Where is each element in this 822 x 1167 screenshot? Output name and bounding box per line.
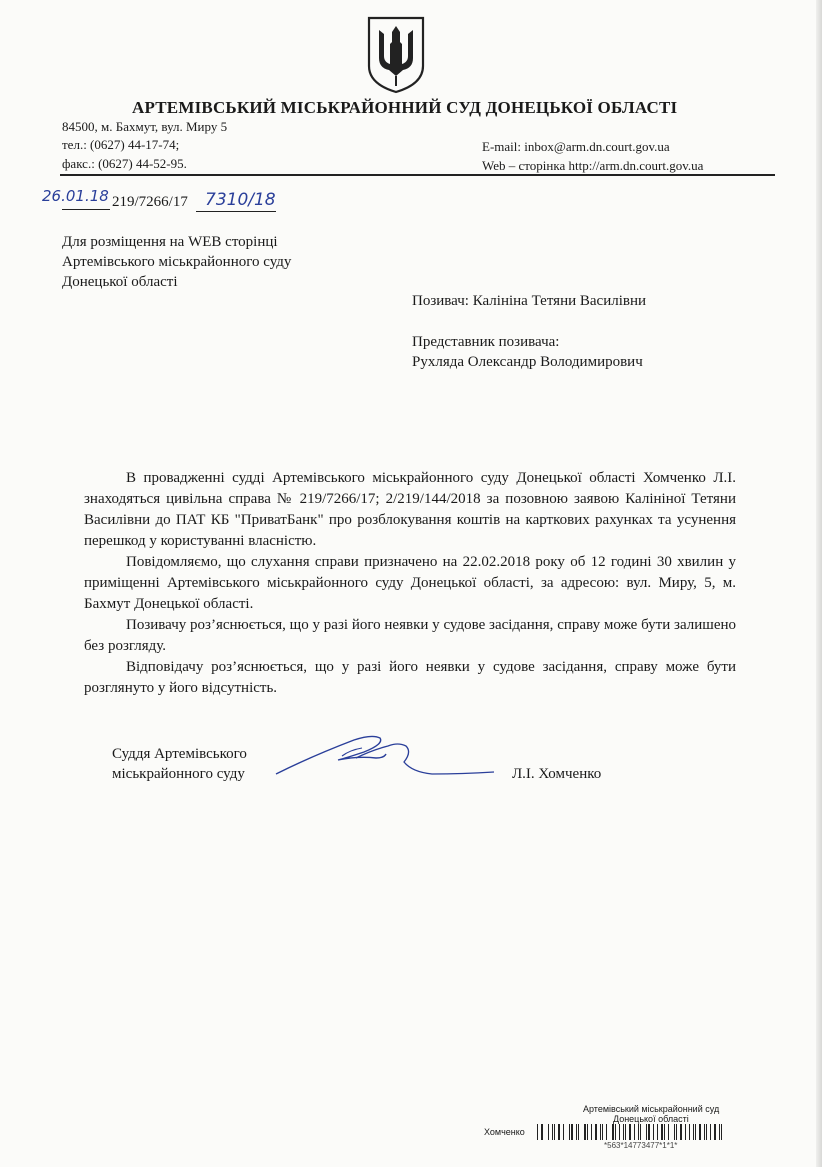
- barcode-bar: [651, 1124, 652, 1140]
- letter-body: [84, 468, 736, 699]
- barcode-bar: [561, 1124, 562, 1140]
- barcode-bar: [608, 1124, 609, 1140]
- footer-court-line-1: Артемівський міськрайонний суд: [583, 1104, 720, 1114]
- barcode-bar: [569, 1124, 570, 1140]
- barcode-bar: [638, 1124, 639, 1140]
- plaintiff: Позивач: Калініна Тетяни Василівни: [412, 293, 647, 309]
- barcode-bar: [578, 1124, 579, 1140]
- barcode-bar: [640, 1124, 641, 1140]
- barcode-bar: [593, 1124, 594, 1140]
- barcode-bar: [550, 1124, 551, 1140]
- barcode-bar: [604, 1124, 605, 1140]
- barcode-bar: [539, 1124, 540, 1140]
- barcode-bar: [576, 1124, 577, 1140]
- barcode-bar: [615, 1124, 616, 1140]
- representative-label: Представник позивача:: [412, 334, 560, 350]
- barcode-bar: [693, 1124, 694, 1140]
- signature-title-line-2: міськрайонного суду: [112, 766, 245, 782]
- date-underline: [62, 209, 110, 210]
- case-number: 219/7266/17: [112, 194, 188, 210]
- barcode-bar: [617, 1124, 618, 1140]
- barcode-bar: [710, 1124, 711, 1140]
- barcode-bar: [695, 1124, 696, 1140]
- barcode-bar: [612, 1124, 614, 1140]
- handwritten-outgoing-number: 7310/18: [205, 190, 276, 210]
- barcode-bar: [697, 1124, 698, 1140]
- barcode-bar: [687, 1124, 688, 1140]
- barcode-bar: [704, 1124, 705, 1140]
- barcode-bar: [670, 1124, 671, 1140]
- barcode-bar: [537, 1124, 538, 1140]
- barcode-bar: [691, 1124, 692, 1140]
- handwritten-signature: [272, 728, 497, 780]
- barcode-bar: [708, 1124, 709, 1140]
- body-paragraph-1: В провадженні судді Артемівського міськрайонного суду Донецької області Хомченко Л.І. знаходяться цивільна справа № 219/7266/17; 2/219/144/2018 за позовною заявою Калініної Тетяни Василівни до ПАТ КБ "ПриватБанк" про розблокування коштів на карткових рахунках та усунення перешкод у користуванні власністю.: [84, 470, 736, 549]
- barcode-bar: [554, 1124, 555, 1140]
- barcode-bar: [657, 1124, 658, 1140]
- barcode-bar: [589, 1124, 590, 1140]
- barcode-bar: [563, 1124, 564, 1140]
- barcode-bar: [571, 1124, 573, 1140]
- court-fax: факс.: (0627) 44-52-95.: [62, 156, 187, 171]
- barcode-bar: [661, 1124, 663, 1140]
- barcode-bar: [655, 1124, 656, 1140]
- barcode-bar: [702, 1124, 703, 1140]
- barcode-bar: [558, 1124, 560, 1140]
- barcode-bar: [606, 1124, 607, 1140]
- barcode-text: *563*14773477*1*1*: [604, 1141, 678, 1150]
- barcode-bar: [632, 1124, 633, 1140]
- barcode-bar: [683, 1124, 684, 1140]
- barcode-bar: [653, 1124, 654, 1140]
- judge-name: Л.І. Хомченко: [512, 766, 602, 782]
- barcode-bar: [706, 1124, 707, 1140]
- addressee-line-2: Артемівського міськрайонного суду: [62, 254, 292, 270]
- barcode-bar: [598, 1124, 599, 1140]
- barcode-bar: [721, 1124, 722, 1140]
- court-phone: тел.: (0627) 44-17-74;: [62, 137, 180, 152]
- barcode-bar: [672, 1124, 673, 1140]
- barcode-bar: [621, 1124, 622, 1140]
- barcode-bar: [602, 1124, 603, 1140]
- barcode-bar: [676, 1124, 677, 1140]
- barcode-bar: [680, 1124, 682, 1140]
- barcode-bar: [717, 1124, 718, 1140]
- barcode-bar: [719, 1124, 720, 1140]
- addressee-line-1: Для розміщення на WEB сторінці: [62, 234, 278, 250]
- body-paragraph-4: Відповідачу роз’яснюється, що у разі його неявки у судове засідання, справу може бути розглянуто у його відсутність.: [84, 659, 736, 696]
- barcode-bar: [548, 1124, 549, 1140]
- barcode-bar: [610, 1124, 611, 1140]
- barcode-bar: [587, 1124, 588, 1140]
- body-paragraph-3: Позивачу роз’яснюється, що у разі його неявки у судове засідання, справу може бути залишено без розгляду.: [84, 617, 736, 654]
- barcode-bar: [595, 1124, 597, 1140]
- barcode-bar: [714, 1124, 716, 1140]
- coat-of-arms-icon: [363, 14, 429, 94]
- barcode-bar: [582, 1124, 583, 1140]
- barcode-bar: [565, 1124, 566, 1140]
- barcode-bar: [648, 1124, 650, 1140]
- barcode-bar: [636, 1124, 637, 1140]
- barcode-bar: [600, 1124, 601, 1140]
- barcode-bar: [678, 1124, 679, 1140]
- barcode-bar: [574, 1124, 575, 1140]
- barcode-bar: [634, 1124, 635, 1140]
- barcode-bar: [544, 1124, 545, 1140]
- barcode-bar: [625, 1124, 626, 1140]
- body-paragraph-2: Повідомляємо, що слухання справи призначено на 22.02.2018 року об 12 годині 30 хвилин у приміщенні Артемівського міськрайонного суду Донецької області, за адресою: вул. Миру, 5, м. Бахмут Донецької області.: [84, 554, 736, 612]
- signature-title-line-1: Суддя Артемівського: [112, 746, 247, 762]
- barcode-bar: [642, 1124, 643, 1140]
- handwritten-date: 26.01.18: [42, 187, 109, 205]
- barcode-bar: [646, 1124, 647, 1140]
- barcode-bar: [627, 1124, 628, 1140]
- barcode-bar: [567, 1124, 568, 1140]
- barcode-bar: [644, 1124, 645, 1140]
- barcode-bar: [664, 1124, 665, 1140]
- barcode-bar: [546, 1124, 547, 1140]
- barcode-bar: [666, 1124, 667, 1140]
- barcode-bar: [685, 1124, 686, 1140]
- barcode-bar: [668, 1124, 669, 1140]
- barcode-bar: [623, 1124, 624, 1140]
- barcode-bar: [556, 1124, 557, 1140]
- court-name: АРТЕМІВСЬКИЙ МІСЬКРАЙОННИЙ СУД ДОНЕЦЬКОЇ ОБЛАСТІ: [132, 98, 678, 117]
- barcode-bar: [629, 1124, 631, 1140]
- outgoing-underline: [196, 211, 276, 212]
- barcode-bar: [580, 1124, 581, 1140]
- footer-court-line-2: Донецької області: [613, 1114, 689, 1124]
- barcode-bar: [591, 1124, 592, 1140]
- page-edge: [816, 0, 822, 1167]
- barcode-bar: [619, 1124, 620, 1140]
- court-web: Web – сторінка http://arm.dn.court.gov.ua: [482, 158, 704, 173]
- court-email: E-mail: inbox@arm.dn.court.gov.ua: [482, 139, 670, 154]
- barcode-bar: [584, 1124, 586, 1140]
- court-address: 84500, м. Бахмут, вул. Миру 5: [62, 119, 228, 134]
- barcode-bar: [699, 1124, 701, 1140]
- barcode-bar: [552, 1124, 553, 1140]
- representative-name: Рухляда Олександр Володимирович: [412, 354, 643, 370]
- barcode-bar: [689, 1124, 690, 1140]
- barcode: [537, 1124, 723, 1140]
- footer-judge: Хомченко: [484, 1127, 525, 1137]
- addressee-line-3: Донецької області: [62, 274, 178, 290]
- barcode-bar: [674, 1124, 675, 1140]
- barcode-bar: [712, 1124, 713, 1140]
- barcode-bar: [659, 1124, 660, 1140]
- header-divider: [60, 174, 775, 176]
- barcode-bar: [541, 1124, 543, 1140]
